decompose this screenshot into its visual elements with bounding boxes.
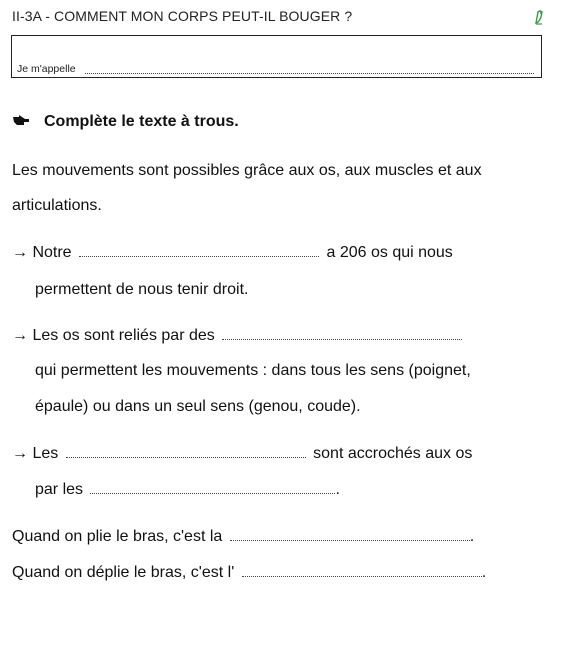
closing-line-1 xyxy=(12,528,474,546)
item-1-suffix: a 206 os qui nous xyxy=(326,244,453,261)
item-3-blank-2[interactable] xyxy=(90,493,335,494)
closing-2-blank[interactable] xyxy=(242,576,482,577)
closing-2-prefix: Quand on déplie le bras, c'est l' xyxy=(12,564,235,581)
instruction-text: Complète le texte à trous. xyxy=(44,113,239,130)
item-1-line-2: permettent de nous tenir droit. xyxy=(35,281,249,298)
item-3-line-1 xyxy=(12,445,472,463)
item-2-line-2: qui permettent les mouvements : dans tous les sens (poignet, xyxy=(35,362,471,379)
closing-1-prefix: Quand on plie le bras, c'est la xyxy=(12,528,223,545)
instruction xyxy=(12,113,239,131)
worksheet-title: II-3A - COMMENT MON CORPS PEUT-IL BOUGER ? xyxy=(12,8,353,24)
pointing-hand-icon xyxy=(12,113,30,131)
name-blank[interactable] xyxy=(85,73,534,74)
item-2-prefix: → Les os sont reliés par des xyxy=(12,327,215,344)
closing-1-suffix: . xyxy=(469,528,475,545)
name-field-box xyxy=(11,35,542,78)
item-3-suffix: sont accrochés aux os xyxy=(313,445,473,462)
item-2-line-1 xyxy=(12,327,465,345)
name-label: Je m'appelle xyxy=(17,63,76,75)
item-3-blank-1[interactable] xyxy=(66,457,306,458)
item-1-prefix: → Notre xyxy=(12,244,72,261)
item-3-prefix: → Les xyxy=(12,445,59,462)
closing-1-blank[interactable] xyxy=(230,540,470,541)
item-3-cont-prefix: par les xyxy=(35,481,84,498)
intro-line-1: Les mouvements sont possibles grâce aux os, aux muscles et aux xyxy=(12,162,482,179)
item-1-line-1 xyxy=(12,244,453,262)
item-2-line-3: épaule) ou dans un seul sens (genou, coude). xyxy=(35,398,361,415)
closing-2-suffix: . xyxy=(481,564,487,581)
closing-line-2 xyxy=(12,564,486,582)
item-2-blank[interactable] xyxy=(222,339,462,340)
intro-line-2: articulations. xyxy=(12,197,102,214)
item-3-line-2 xyxy=(35,481,340,499)
item-1-blank[interactable] xyxy=(79,256,319,257)
item-3-cont-suffix: . xyxy=(335,481,340,498)
pencil-icon xyxy=(533,9,545,25)
